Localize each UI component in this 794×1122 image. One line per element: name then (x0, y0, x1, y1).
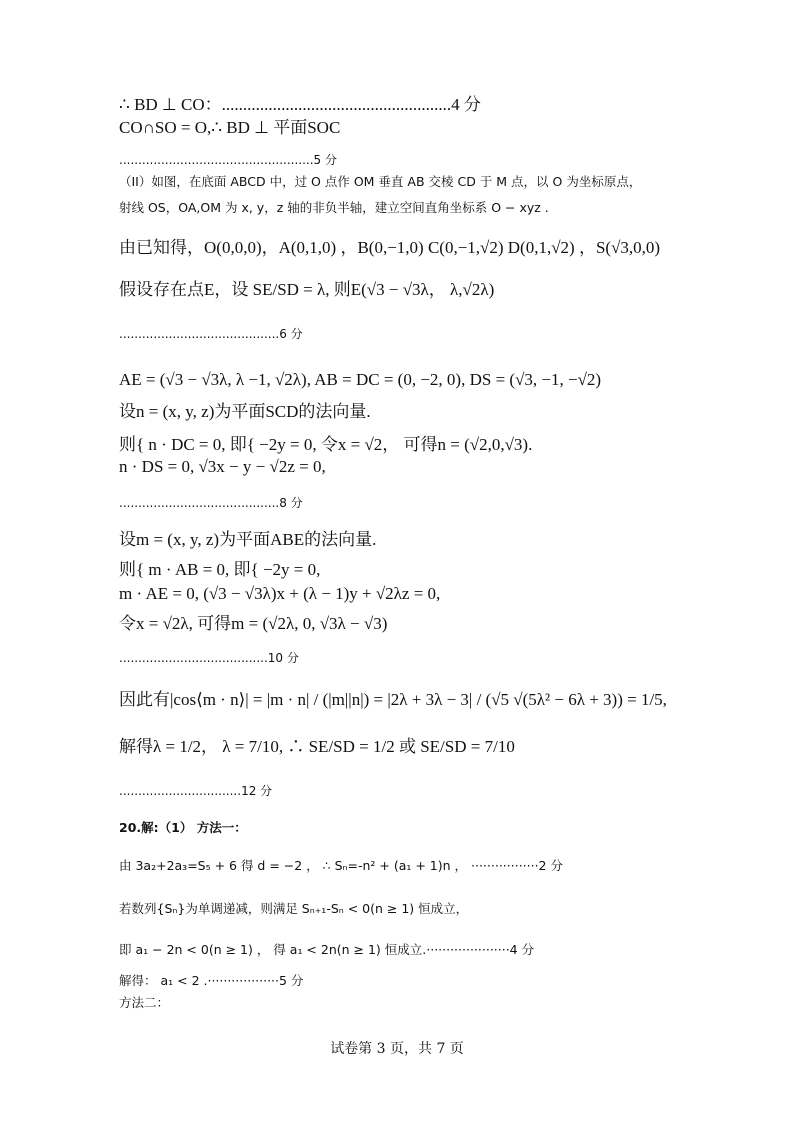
solve-m-line: 令x = √2λ, 可得m = (√2λ, 0, √3λ − √3) (119, 614, 388, 633)
score-line-5: ...................................................5 分 (119, 153, 337, 167)
page-footer: 试卷第 3 页，共 7 页 (330, 1041, 464, 1057)
cosine-equation: 因此有|cos⟨m · n⟩| = |m · n| / (|m||n|) = |2λ + 3λ − 3| / (√5 √(5λ² − 6λ + 3)) = 1/5, (119, 690, 667, 709)
system-n-row1: 则{ n · DC = 0, 即{ −2y = 0, 令x = √2， 可得n = (√2,0,√3). (119, 435, 533, 454)
q20-step1: 由 3a₂+2a₃=S₅ + 6 得 d = −2 ， ∴ Sₙ=-n² + (a₁ + 1)n ， ·················2 分 (119, 858, 563, 873)
part-ii-intro: （II）如图，在底面 ABCD 中，过 O 点作 OM 垂直 AB 交棱 CD 于 M 点，以 O 为坐标原点， (119, 174, 642, 189)
system-m-row2: m · AE = 0, (√3 − √3λ)x + (λ − 1)y + √2λz = 0, (119, 584, 441, 603)
score-line-8: ..........................................8 分 (119, 496, 303, 510)
line-bd-perp-plane-soc: CO∩SO = O,∴ BD ⊥ 平面SOC (119, 118, 341, 137)
score-line-6: ..........................................6 分 (119, 327, 303, 341)
system-n-row2: n · DS = 0, √3x − y − √2z = 0, (119, 457, 326, 476)
system-m-row1: 则{ m · AB = 0, 即{ −2y = 0, (119, 560, 321, 579)
lambda-solution: 解得λ = 1/2， λ = 7/10, ∴ SE/SD = 1/2 或 SE/SD = 7/10 (119, 737, 515, 756)
coordinate-system-line: 射线 OS，OA,OM 为 x, y，z 轴的非负半轴，建立空间直角坐标系 O − xyz . (119, 200, 549, 215)
vectors-line: AE = (√3 − √3λ, λ −1, √2λ), AB = DC = (0, −2, 0), DS = (√3, −1, −√2) (119, 370, 602, 389)
score-line-12: ................................12 分 (119, 784, 273, 798)
score-line-10: .......................................10 分 (119, 651, 299, 665)
coordinates-line: 由已知得，O(0,0,0)，A(0,1,0) ，B(0,−1,0) C(0,−1,√2) D(0,1,√2) ，S(√3,0,0) (119, 238, 661, 257)
normal-m-def: 设m = (x, y, z)为平面ABE的法向量. (119, 530, 377, 549)
method-two-label: 方法二： (119, 995, 170, 1010)
q20-step3: 即 a₁ − 2n < 0(n ≥ 1) ， 得 a₁ < 2n(n ≥ 1) 恒成立.·····················4 分 (119, 942, 535, 957)
normal-n-def: 设n = (x, y, z)为平面SCD的法向量. (119, 402, 371, 421)
line-bd-perp-co: ∴ BD ⊥ CO：......................................................4 分 (119, 95, 481, 114)
q20-step4: 解得： a₁ < 2 .··················5 分 (119, 973, 304, 988)
assume-point-e-line: 假设存在点E，设 SE/SD = λ, 则E(√3 − √3λ， λ,√2λ) (119, 280, 495, 299)
q20-step2: 若数列{Sₙ}为单调递减，则满足 Sₙ₊₁-Sₙ < 0(n ≥ 1) 恒成立， (119, 901, 469, 916)
q20-header: 20.解:（1） 方法一： (119, 820, 247, 835)
